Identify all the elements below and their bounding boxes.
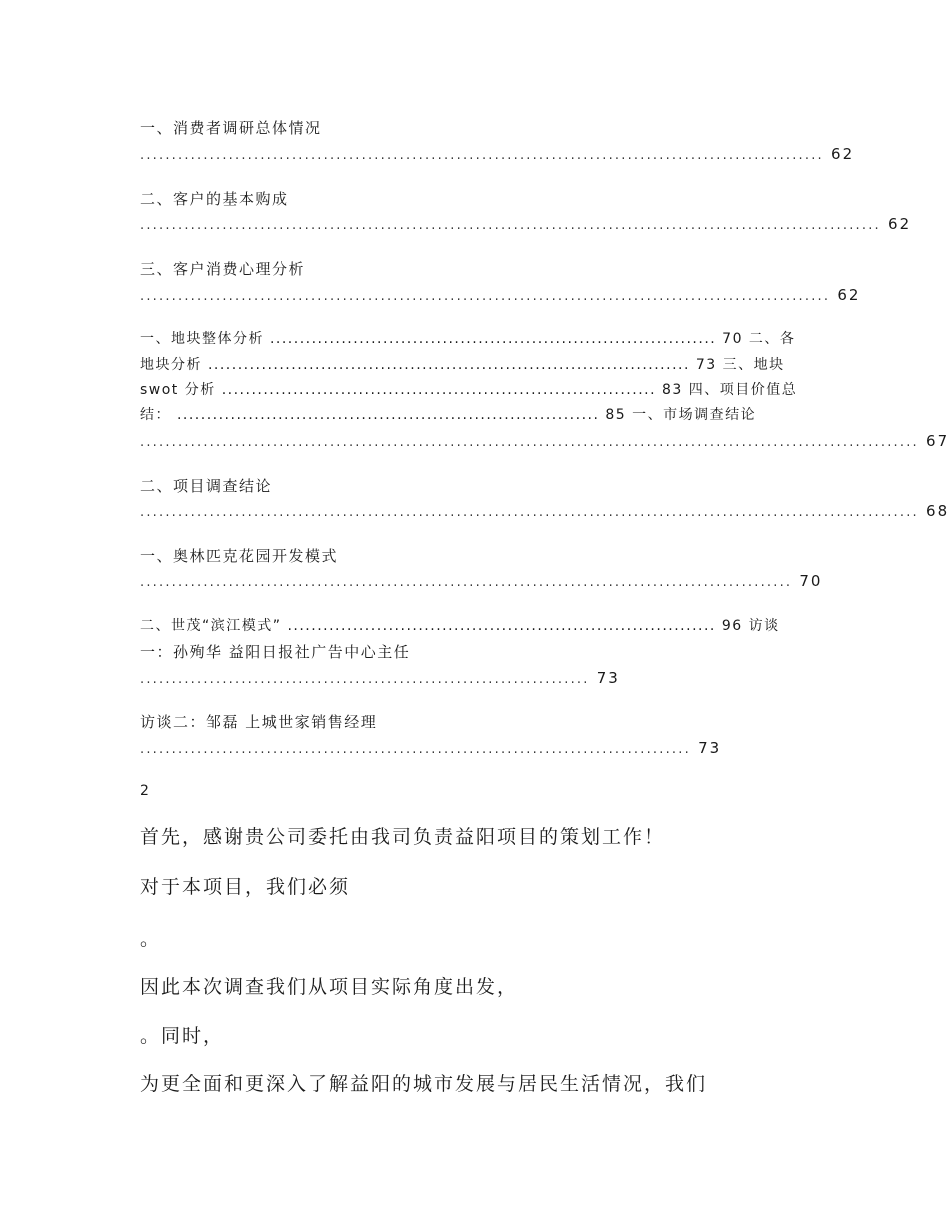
toc-entry-6-leader: [140, 738, 721, 760]
toc-entry-2-title: 二、客户的基本购成: [140, 190, 289, 208]
toc-entry-1-dots: ............................................................................................................: [140, 148, 824, 163]
toc-entry-2-leader: [140, 214, 911, 236]
toc-entry-3-page: 62: [837, 286, 861, 304]
toc-entry-3-leader: [140, 285, 860, 307]
toc-entry-2-page: 62: [888, 215, 912, 233]
toc-entry-4-page: 68: [926, 502, 950, 520]
toc-block-line-5: [140, 431, 949, 453]
toc-entry-5-leader: [140, 571, 822, 593]
toc-entry-4-leader: [140, 501, 949, 523]
toc-block2-line-1: 二、世茂“滨江模式” ........................................................................ 96 访谈: [140, 618, 780, 634]
toc-entry-1-title: 一、消费者调研总体情况: [140, 119, 322, 137]
toc-block2-line-3: [140, 668, 620, 690]
toc-entry-4-dots: ...........................................................................................................................: [140, 505, 919, 520]
toc-entry-1-leader: [140, 144, 854, 166]
body-paragraph-5: 。同时，: [140, 1025, 225, 1047]
toc-entry-4-title: 二、项目调查结论: [140, 477, 273, 495]
toc-block-line-5-dots: ...........................................................................................................................: [140, 435, 919, 450]
body-paragraph-1: 首先，感谢贵公司委托由我司负责益阳项目的策划工作！: [140, 826, 666, 848]
toc-entry-5-title: 一、奥林匹克花园开发模式: [140, 547, 339, 565]
toc-block-line-3: swot 分析 ......................................................................... 83 四、项目价值总: [140, 382, 798, 398]
body-paragraph-6: 为更全面和更深入了解益阳的城市发展与居民生活情况，我们: [140, 1073, 708, 1095]
page-number: 2: [140, 783, 149, 799]
toc-entry-5-page: 70: [799, 572, 823, 590]
toc-block2-line-3-dots: .......................................................................: [140, 672, 590, 687]
toc-block2-line-3-page: 73: [596, 669, 620, 687]
body-paragraph-2: 对于本项目，我们必须: [140, 876, 351, 898]
toc-block-line-2: 地块分析 ................................................................................. 73 三、地块: [140, 357, 785, 373]
toc-entry-3-dots: .............................................................................................................: [140, 289, 831, 304]
toc-entry-3-title: 三、客户消费心理分析: [140, 260, 306, 278]
toc-entry-1-page: 62: [831, 145, 855, 163]
toc-block2-line-2: 一：孙殉华 益阳日报社广告中心主任: [140, 643, 411, 661]
toc-entry-6-title: 访谈二：邹磊 上城世家销售经理: [140, 713, 378, 731]
toc-block-line-5-page: 67: [926, 432, 950, 450]
toc-entry-5-dots: .......................................................................................................: [140, 575, 793, 590]
body-paragraph-3: 。: [140, 928, 162, 950]
toc-block-line-1: 一、地块整体分析 ........................................................................... 70 二、各: [140, 331, 796, 347]
toc-block-line-4: 结： ....................................................................... 85 一、市场调查结论: [140, 407, 757, 423]
toc-entry-6-page: 73: [698, 739, 722, 757]
toc-entry-2-dots: .....................................................................................................................: [140, 218, 881, 233]
toc-entry-6-dots: .......................................................................................: [140, 742, 691, 757]
body-paragraph-4: 因此本次调查我们从项目实际角度出发，: [140, 976, 519, 998]
